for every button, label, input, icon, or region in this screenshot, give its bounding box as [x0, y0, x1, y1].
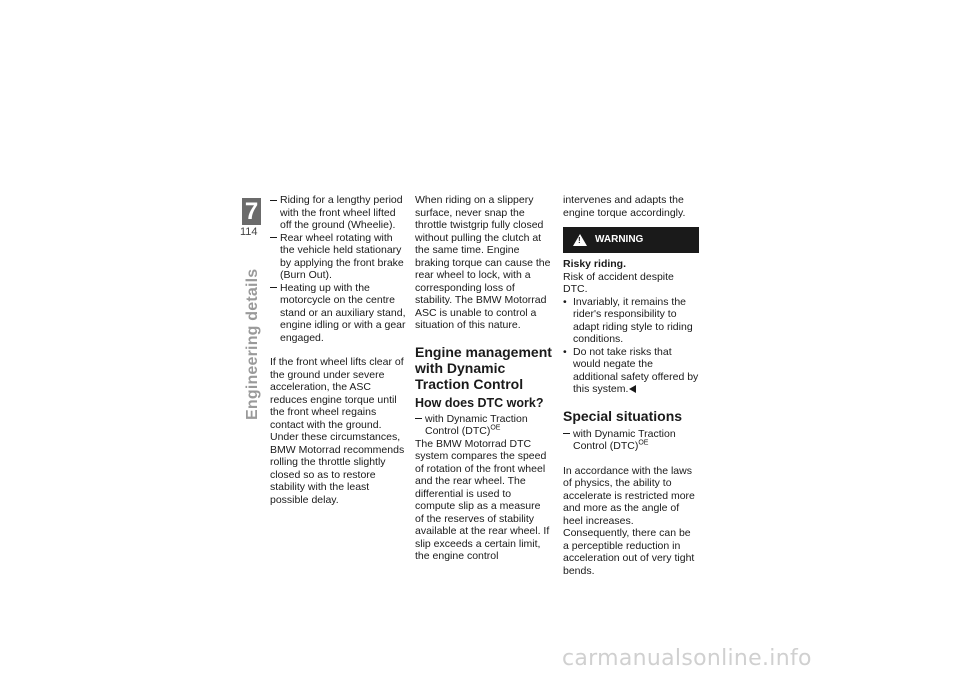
page-number: 114 — [240, 226, 258, 238]
warning-title: Risky riding. — [563, 258, 627, 270]
warning-banner — [563, 227, 699, 253]
bullet-list-item — [563, 346, 699, 396]
column-1 — [270, 194, 407, 506]
dash-list-item: Heating up with the motorcycle on the centre stand or an auxiliary stand, engine idling or with a gear engaged. — [270, 282, 407, 345]
end-of-warning-icon — [629, 385, 636, 393]
option-text: with Dynamic Traction Control (DTC) — [425, 412, 528, 437]
body-paragraph: intervenes and adapts the engine torque accordingly. — [563, 194, 686, 219]
warning-text: Risk of accident despite DTC. — [563, 270, 674, 295]
dash-list-item: Rear wheel rotating with the vehicle held stationary by applying the front brake (Burn Out). — [270, 232, 407, 282]
body-paragraph: The BMW Motorrad DTC system compares the speed of rotation of the front wheel and the rear wheel. The differential is used to compute slip as a measure of the reserves of stability available at the rear wheel. If slip exceeds a certain limit, the engine control — [415, 437, 550, 562]
chapter-number-badge: 7 — [242, 198, 261, 225]
option-mark: OE — [490, 424, 501, 432]
dash-list-item: Riding for a lengthy period with the front wheel lifted off the ground (Wheelie). — [270, 194, 407, 232]
warning-label: WARNING — [595, 233, 644, 245]
bullet-list-item: • Invariably, it remains the rider's responsibility to adapt riding style to riding conditions. — [563, 296, 699, 346]
body-paragraph: If the front wheel lifts clear of the ground under severe acceleration, the ASC reduces engine torque until the front wheel regains contact with the ground. Under these circumstances, BMW Motorrad recommends rolling the throttle slightly closed so as to restore stability with the least possible delay. — [270, 356, 405, 506]
subsection-heading: How does DTC work? — [415, 395, 544, 410]
section-heading: Engine management with Dynamic Traction Control — [415, 343, 552, 392]
column-3 — [563, 194, 699, 577]
section-heading: Special situations — [563, 407, 683, 424]
body-paragraph: In accordance with the laws of physics, the ability to accelerate is restricted more and more as the angle of heel increases. Consequently, there can be a perceptible reduction in acceleration out of very tight bends. — [563, 464, 695, 577]
watermark: carmanualsonline.info — [562, 646, 812, 671]
chapter-title: Engineering details — [244, 268, 261, 420]
warning-icon: ! — [573, 234, 587, 246]
bullet-text: Do not take risks that would negate the additional safety offered by this system. — [573, 345, 699, 395]
option-equipment-note — [563, 428, 699, 453]
body-paragraph: When riding on a slippery surface, never snap the throttle twistgrip fully closed without pulling the clutch at the same time. Engine braking torque can cause the rear wheel to lock, with a corresponding loss of stability. The BMW Motorrad ASC is unable to control a situation of this nature. — [415, 194, 551, 331]
option-equipment-note — [415, 413, 552, 438]
option-mark: OE — [638, 439, 649, 447]
option-text: with Dynamic Traction Control (DTC) — [573, 427, 676, 452]
column-2 — [415, 194, 552, 563]
